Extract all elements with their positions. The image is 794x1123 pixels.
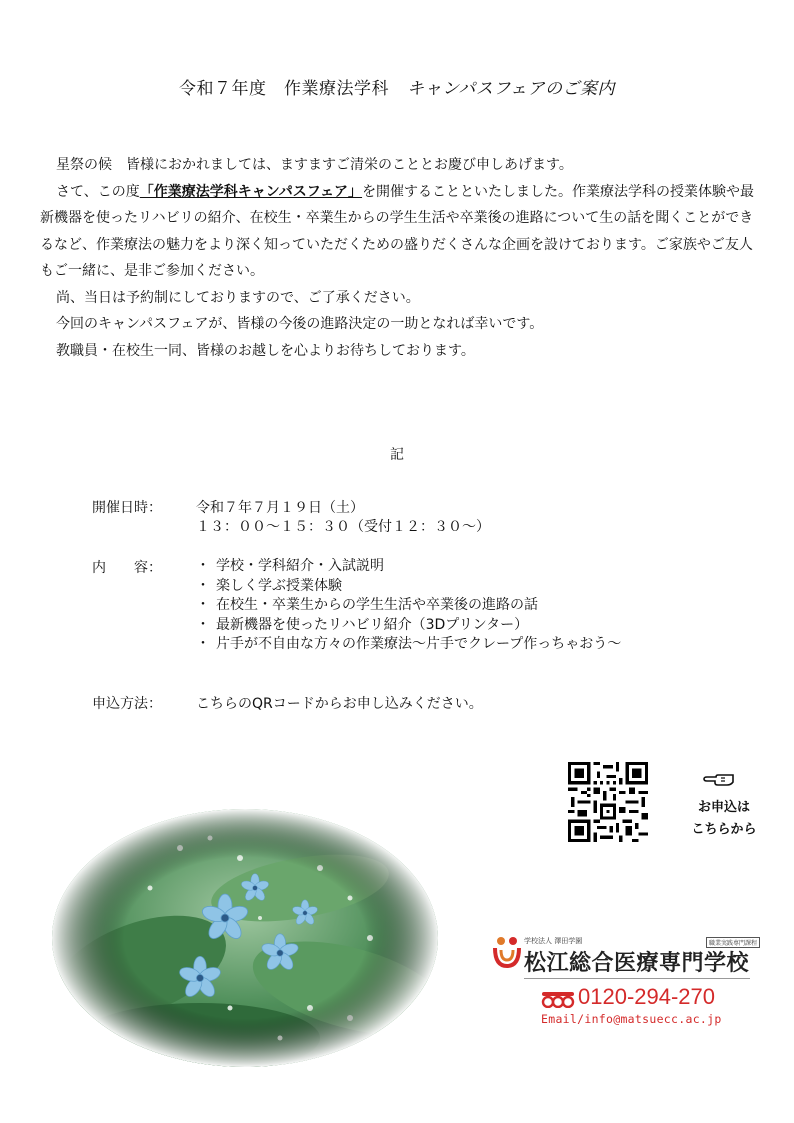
list-item: ・ 在校生・卒業生からの学生生活や卒業後の進路の話 [196, 596, 621, 616]
phone-number[interactable]: 0120-294-270 [578, 984, 716, 1009]
email-address[interactable]: Email/info@matsuecc.ac.jp [541, 1012, 722, 1026]
apply-note-line2: こちらから [691, 822, 757, 837]
list-item: ・ 片手が不自由な方々の作業療法～片手でクレープ作っちゃおう～ [196, 635, 621, 655]
school-badge: 職業実践専門課程 [706, 937, 760, 948]
greeting-text [40, 152, 760, 364]
apply-text: こちらのQRコードからお申し込みください。 [196, 696, 483, 712]
school-name: 松江総合医療専門学校 [524, 951, 750, 976]
content-list [196, 557, 621, 655]
list-item: ・ 楽しく学ぶ授業体験 [196, 577, 621, 597]
date-label: 開催日時： [92, 500, 162, 516]
date-line2: １３：００～１５：３０（受付１２：３０～） [196, 519, 490, 535]
list-item: ・ 最新機器を使ったリハビリ紹介（3Dプリンター） [196, 616, 621, 636]
qr-code[interactable] [568, 762, 648, 842]
title-part2: キャンパスフェアのご案内 [407, 79, 615, 99]
title-part1: 令和７年度 作業療法学科 [179, 79, 390, 99]
free-dial-icon [541, 990, 575, 1008]
greeting-line1: 星祭の候 皆様におかれましては、ますますご清栄のこととお慶び申しあげます。 [56, 157, 573, 173]
page-title [0, 74, 794, 99]
greeting-line3: 尚、当日は予約制にしておりますので、ご了承ください。 [56, 289, 420, 306]
divider [524, 978, 750, 979]
content-label: 内 容： [92, 560, 162, 576]
date-line1: 令和７年７月１９日（土） [196, 500, 364, 516]
greeting-p2-post: を開催することといたしました。作業療法学科の授業体験や最新機器を使ったリハビリの紹介、在校生・卒業生からの学生生活や卒業後の進路について生の話を聞くことができるなど、作業療法の魅力をより深く知っていただくための盛りだくさんな企画を設けております。ご家族やご友人もご一緒に、是非ご参加ください。 [40, 183, 755, 279]
greeting-p2-pre: さて、この度 [56, 183, 140, 200]
flower-photo [50, 808, 440, 1068]
greeting-line5: 教職員・在校生一同、皆様のお越しを心よりお待ちしております。 [56, 342, 475, 359]
apply-note-line1: お申込は [697, 800, 750, 815]
apply-label: 申込方法： [92, 696, 162, 712]
event-name: 「作業療法学科キャンパスフェア」 [139, 183, 363, 200]
school-corp: 学校法人 澤田学園 [524, 937, 583, 945]
school-logo-icon [492, 934, 522, 970]
greeting-line4: 今回のキャンパスフェアが、皆様の今後の進路決定の一助となれば幸いです。 [56, 316, 544, 332]
ki-heading: 記 [390, 447, 404, 463]
list-item: ・ 学校・学科紹介・入試説明 [196, 557, 621, 577]
apply-note [674, 797, 774, 841]
greeting-para2 [40, 179, 760, 285]
pointing-hand-icon [703, 766, 735, 786]
